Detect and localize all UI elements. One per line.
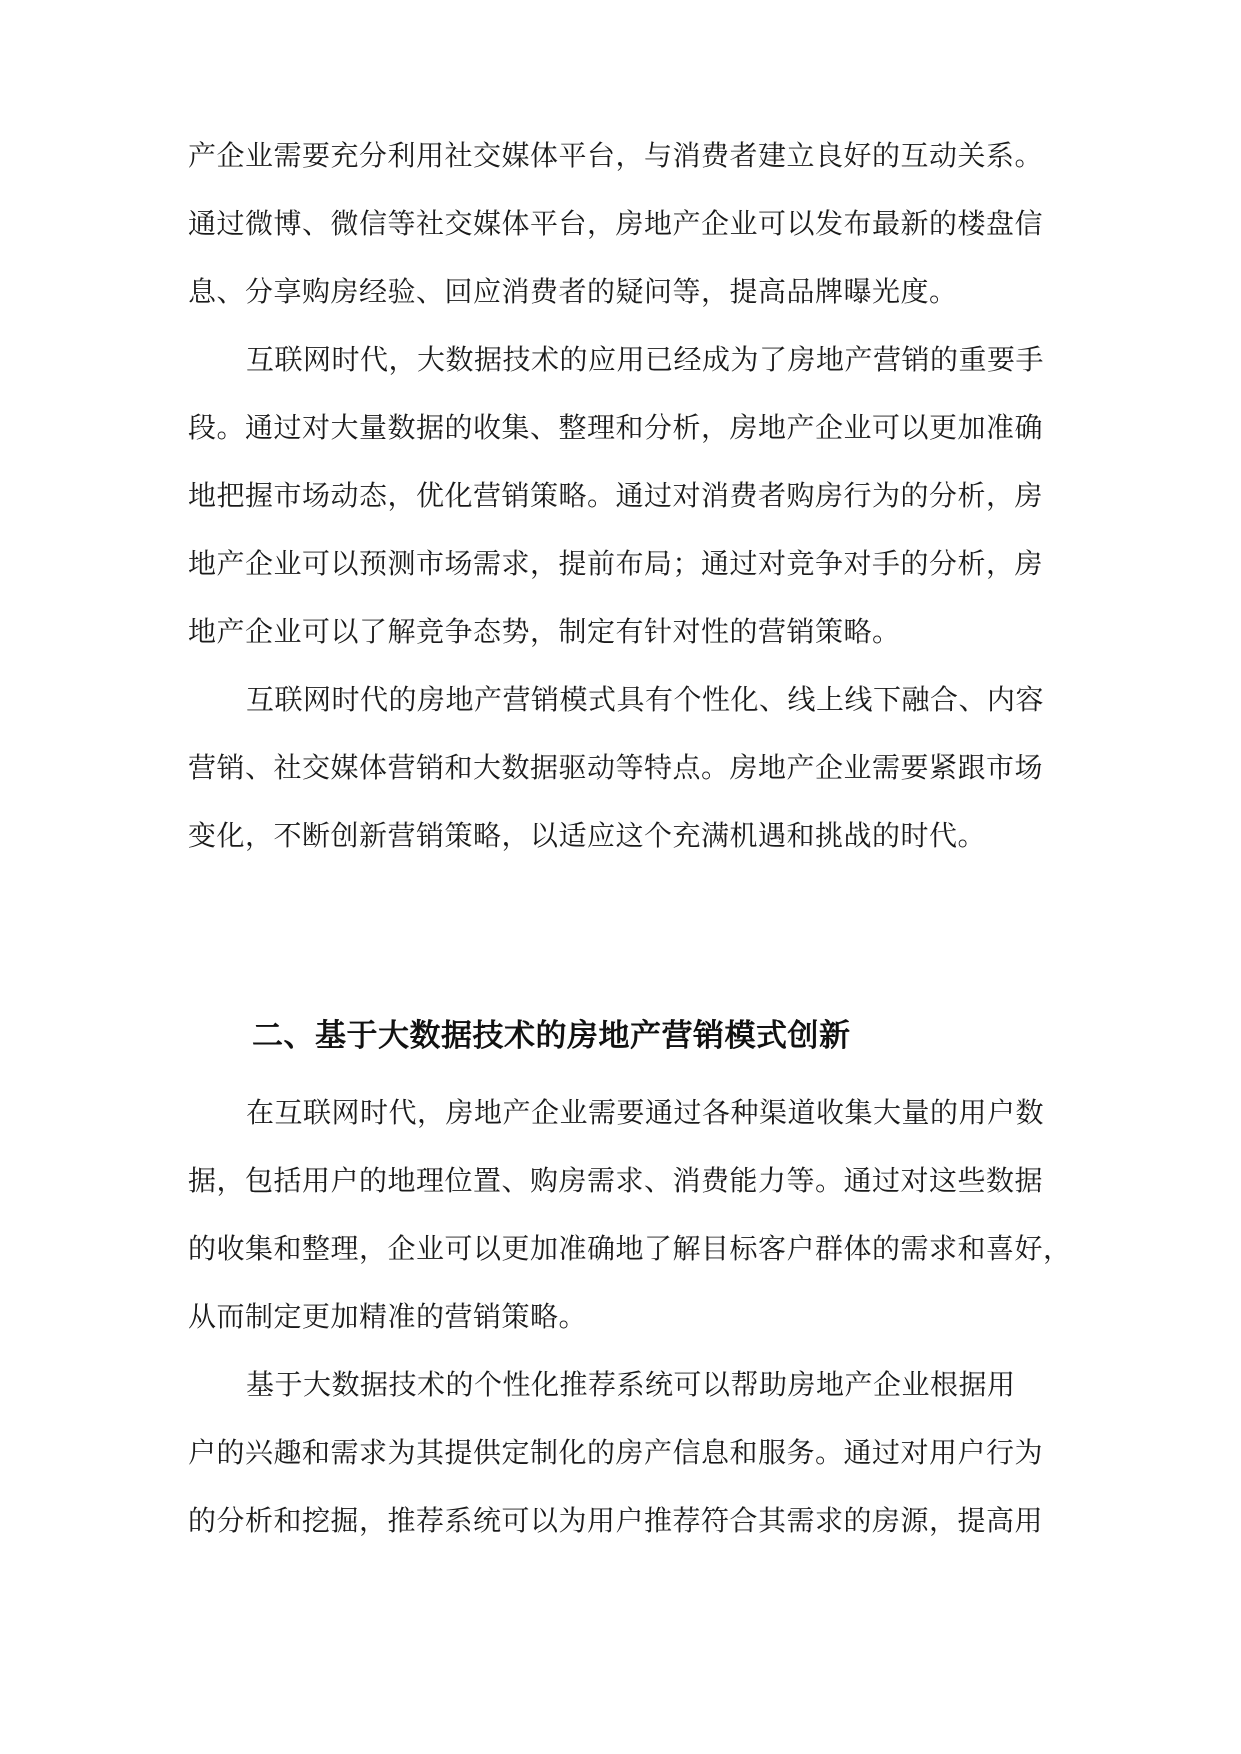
- paragraph-2-line-2: 段。通过对大量数据的收集、整理和分析，房地产企业可以更加准确: [188, 411, 1044, 444]
- paragraph-1-line-3: 息、分享购房经验、回应消费者的疑问等，提高品牌曝光度。: [188, 275, 958, 308]
- paragraph-3-line-3: 变化，不断创新营销策略，以适应这个充满机遇和挑战的时代。: [188, 819, 987, 852]
- paragraph-3-line-1: 互联网时代的房地产营销模式具有个性化、线上线下融合、内容: [246, 683, 1045, 716]
- section-heading: 二、基于大数据技术的房地产营销模式创新: [252, 1018, 851, 1054]
- paragraph-5-line-3: 的分析和挖掘，推荐系统可以为用户推荐符合其需求的房源，提高用: [188, 1504, 1044, 1537]
- paragraph-2-line-3: 地把握市场动态，优化营销策略。通过对消费者购房行为的分析，房: [188, 479, 1044, 512]
- paragraph-3-line-2: 营销、社交媒体营销和大数据驱动等特点。房地产企业需要紧跟市场: [188, 751, 1044, 784]
- paragraph-2-line-5: 地产企业可以了解竞争态势，制定有针对性的营销策略。: [188, 615, 901, 648]
- paragraph-4-line-2: 据，包括用户的地理位置、购房需求、消费能力等。通过对这些数据: [188, 1164, 1044, 1197]
- paragraph-5-line-1: 基于大数据技术的个性化推荐系统可以帮助房地产企业根据用: [246, 1368, 1016, 1401]
- paragraph-4-line-1: 在互联网时代，房地产企业需要通过各种渠道收集大量的用户数: [246, 1096, 1045, 1129]
- paragraph-5-line-2: 户的兴趣和需求为其提供定制化的房产信息和服务。通过对用户行为: [188, 1436, 1044, 1469]
- paragraph-4-line-3: 的收集和整理，企业可以更加准确地了解目标客户群体的需求和喜好，: [188, 1232, 1072, 1265]
- paragraph-4-line-4: 从而制定更加精准的营销策略。: [188, 1300, 588, 1333]
- paragraph-2-line-4: 地产企业可以预测市场需求，提前布局；通过对竞争对手的分析，房: [188, 547, 1044, 580]
- paragraph-1-line-1: 产企业需要充分利用社交媒体平台，与消费者建立良好的互动关系。: [188, 139, 1044, 172]
- paragraph-1-line-2: 通过微博、微信等社交媒体平台，房地产企业可以发布最新的楼盘信: [188, 207, 1044, 240]
- paragraph-2-line-1: 互联网时代，大数据技术的应用已经成为了房地产营销的重要手: [246, 343, 1045, 376]
